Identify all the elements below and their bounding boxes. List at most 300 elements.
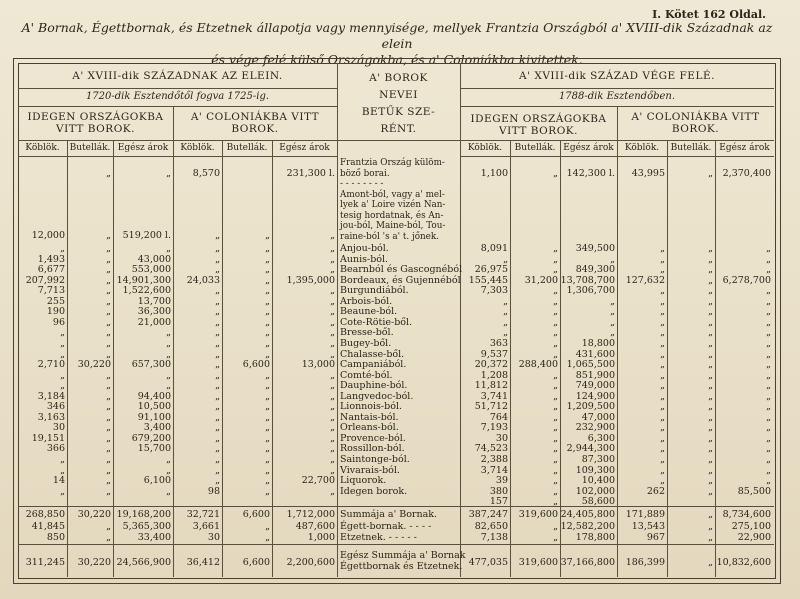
cell-e-k: 3,163 <box>37 411 65 423</box>
cell-l-k: 1,100 <box>480 168 508 179</box>
cell-e-k: 268,850 <box>25 509 65 520</box>
cell-l-b: 319,600 <box>518 509 558 520</box>
cell-l-k: 26,975 <box>474 264 508 276</box>
cell-e-a: 24,566,900 <box>116 557 171 568</box>
cell-l-a: 749,000 <box>575 380 615 392</box>
cell-c-k: 36,412 <box>186 557 220 568</box>
cell-l-k: 74,523 <box>474 443 508 455</box>
cell-l-b: 288,400 <box>518 359 558 371</box>
grand-total-label-1: Egész Summája a' Bornak <box>340 550 466 561</box>
cell-lc-b: „ <box>708 520 713 532</box>
table-row-summary <box>0 509 800 521</box>
cell-lc-a: „ <box>766 327 771 339</box>
cell-l-b: „ <box>553 532 558 543</box>
cell-l-a: 87,300 <box>581 454 615 465</box>
cell-e-b: „ <box>106 274 111 286</box>
cell-c-k: „ <box>215 316 220 328</box>
wine-name: Lionnois-ból. <box>340 401 403 413</box>
cell-e-a: 91,100 <box>137 411 171 423</box>
cell-lc-k: „ <box>660 253 665 265</box>
cell-l-k: 51,712 <box>474 401 508 413</box>
cell-e-b: „ <box>106 369 111 381</box>
cell-e-b: „ <box>106 348 111 360</box>
cell-c-a: „ <box>330 464 335 476</box>
cell-e-k: „ <box>60 327 65 339</box>
table-row-intro <box>0 168 800 180</box>
cell-l-k: „ <box>503 306 508 318</box>
cell-e-a: „ <box>166 464 171 476</box>
cell-lc-a: 10,832,600 <box>716 557 771 568</box>
cell-c-b: „ <box>265 285 270 297</box>
cell-e-a: „ <box>166 243 171 254</box>
cell-e-k: 7,713 <box>37 285 65 297</box>
wine-name: Cote-Rötie-ből. <box>340 316 413 328</box>
cell-lc-b: „ <box>708 432 713 444</box>
cell-lc-a: 8,734,600 <box>722 509 771 520</box>
cell-c-a: 231,300 l. <box>286 168 335 179</box>
wine-name: Langvedoc-ból. <box>340 390 414 402</box>
cell-e-a: „ <box>166 454 171 465</box>
cell-lc-b: „ <box>708 264 713 276</box>
cell-c-k: „ <box>215 264 220 276</box>
cell-c-k: „ <box>215 411 220 423</box>
cell-e-k: 14 <box>52 475 65 487</box>
cell-lc-a: „ <box>766 390 771 402</box>
cell-lc-a: „ <box>766 401 771 413</box>
cell-lc-a: „ <box>766 422 771 434</box>
cell-l-k: 20,372 <box>474 359 508 371</box>
cell-lc-b: „ <box>708 327 713 339</box>
cell-lc-k: „ <box>660 464 665 476</box>
wine-name: Vivarais-ból. <box>340 464 400 476</box>
cell-c-b: „ <box>265 348 270 360</box>
cell-l-k: 157 <box>489 496 508 508</box>
cell-lc-k: „ <box>660 337 665 349</box>
intro-line: böző borai. <box>340 168 390 179</box>
cell-e-b: „ <box>106 243 111 254</box>
cell-e-k: „ <box>60 348 65 360</box>
cell-l-a: 47,000 <box>581 411 615 423</box>
cell-l-k: „ <box>503 316 508 328</box>
cell-l-k: „ <box>503 327 508 339</box>
intro-line: Frantzia Ország külöm- <box>340 158 445 168</box>
cell-c-k: „ <box>215 295 220 307</box>
cell-l-k: 3,741 <box>480 390 508 402</box>
cell-lc-k: „ <box>660 295 665 307</box>
cell-lc-b: „ <box>708 168 713 179</box>
title-line-1: A' Bornak, Égettbornak, és Etzetnek állapotja vagy mennyisége, mellyek Frantzia Országból a' XVIII-dik Századnak az elein <box>21 20 773 51</box>
intro-line: raine-ból 's a' t. jőnek. <box>340 231 439 242</box>
cell-lc-a: „ <box>766 337 771 349</box>
cell-c-b: „ <box>265 475 270 487</box>
wine-name: Idegen borok. <box>340 485 408 497</box>
cell-c-a: „ <box>330 390 335 402</box>
cell-c-a: „ <box>330 401 335 413</box>
cell-lc-a: „ <box>766 369 771 381</box>
cell-c-a: „ <box>330 454 335 465</box>
cell-lc-k: „ <box>660 285 665 297</box>
wine-name: Chalasse-ből. <box>340 348 405 360</box>
cell-lc-k: 127,632 <box>625 274 665 286</box>
cell-c-b: 6,600 <box>242 557 270 568</box>
col-header-egesz-arok: Egész árok <box>719 143 770 153</box>
cell-c-k: 8,570 <box>192 168 220 179</box>
rule-grand-top <box>18 544 774 545</box>
cell-e-k: 30 <box>52 422 65 434</box>
cell-l-a: 37,166,800 <box>560 557 615 568</box>
cell-lc-a: „ <box>766 464 771 476</box>
cell-e-k: 96 <box>52 316 65 328</box>
cell-e-a: 36,300 <box>137 306 171 318</box>
cell-lc-a: 85,500 <box>737 485 771 497</box>
cell-c-a: 22,700 <box>301 475 335 487</box>
cell-l-b: „ <box>553 243 558 254</box>
cell-e-k: 1,493 <box>37 253 65 265</box>
cell-lc-b: „ <box>708 454 713 465</box>
cell-c-b: „ <box>265 274 270 286</box>
rule-late-sub <box>460 106 774 107</box>
cell-l-k: 155,445 <box>468 274 508 286</box>
cell-c-k: 98 <box>207 485 220 497</box>
cell-lc-k: „ <box>660 359 665 371</box>
cell-l-b: „ <box>553 443 558 455</box>
cell-e-b: „ <box>106 327 111 339</box>
cell-c-b: „ <box>265 264 270 276</box>
cell-e-k: „ <box>60 485 65 497</box>
cell-l-b: „ <box>553 337 558 349</box>
cell-l-b: „ <box>553 390 558 402</box>
cell-l-a: 431,600 <box>575 348 615 360</box>
cell-c-k: „ <box>215 464 220 476</box>
cell-e-k: 2,710 <box>37 359 65 371</box>
cell-l-k: 3,714 <box>480 464 508 476</box>
cell-lc-a: „ <box>766 348 771 360</box>
cell-lc-k: „ <box>660 411 665 423</box>
cell-e-b: „ <box>106 295 111 307</box>
cell-e-k: „ <box>60 369 65 381</box>
cell-l-b: „ <box>553 168 558 179</box>
cell-c-b: „ <box>265 432 270 444</box>
cell-c-k: „ <box>215 369 220 381</box>
cell-l-b: „ <box>553 380 558 392</box>
cell-l-a: 1,209,500 <box>566 401 615 413</box>
cell-l-k: 11,812 <box>474 380 508 392</box>
cell-lc-b: „ <box>708 380 713 392</box>
cell-c-a: 2,200,600 <box>286 557 335 568</box>
cell-l-a: 12,582,200 <box>560 520 615 532</box>
cell-e-a: 19,168,200 <box>116 509 171 520</box>
wine-name: Summája a' Bornak. <box>340 509 438 520</box>
cell-c-b: „ <box>265 454 270 465</box>
cell-c-b: „ <box>265 464 270 476</box>
col-header-butellak: Butellák. <box>514 143 556 153</box>
cell-c-a: 1,000 <box>307 532 335 543</box>
cell-e-a: 43,000 <box>137 253 171 265</box>
cell-c-b: „ <box>265 411 270 423</box>
cell-c-k: „ <box>215 243 220 254</box>
cell-lc-b: „ <box>708 390 713 402</box>
wine-name: Burgundiából. <box>340 285 409 297</box>
cell-lc-k: „ <box>660 348 665 360</box>
wine-name: Bugey-ből. <box>340 337 392 349</box>
heading-late-foreign: IDEGEN ORSZÁGOKBA VITT BOROK. <box>470 113 607 137</box>
cell-lc-k: 171,889 <box>625 509 665 520</box>
intro-line: Amont-ból, vagy a' mel- <box>340 189 445 200</box>
cell-l-b: 319,600 <box>518 557 558 568</box>
wine-name: Saintonge-ból. <box>340 454 410 465</box>
page-reference: I. Kötet 162 Oldal. <box>652 8 766 21</box>
heading-late-colonies: A' COLONIÁKBA VITT BOROK. <box>631 111 760 135</box>
wine-name: Anjou-ból. <box>340 243 389 254</box>
cell-l-b: „ <box>553 369 558 381</box>
cell-e-k: 311,245 <box>25 557 65 568</box>
cell-c-a: „ <box>330 253 335 265</box>
cell-c-k: „ <box>215 337 220 349</box>
cell-lc-a: 6,278,700 <box>722 274 771 286</box>
cell-c-a: „ <box>330 295 335 307</box>
cell-l-a: 18,800 <box>581 337 615 349</box>
cell-l-b: „ <box>553 422 558 434</box>
rule-col-headers-bottom <box>18 156 337 157</box>
cell-l-a: „ <box>610 253 615 265</box>
cell-lc-b: „ <box>708 359 713 371</box>
cell-e-k: 255 <box>46 295 65 307</box>
cell-lc-k: „ <box>660 327 665 339</box>
cell-c-b: „ <box>265 390 270 402</box>
cell-c-a: 1,712,000 <box>286 509 335 520</box>
wine-name: Égett-bornak. - - - - <box>340 520 432 532</box>
wine-name: Provence-ból. <box>340 432 406 444</box>
wine-name: Etzetnek. - - - - - <box>340 532 417 543</box>
cell-l-b: „ <box>553 411 558 423</box>
cell-lc-k: 13,543 <box>631 520 665 532</box>
cell-l-k: 477,035 <box>468 557 508 568</box>
table-row-summary <box>0 532 800 544</box>
cell-c-b: 6,600 <box>242 359 270 371</box>
cell-lc-k: „ <box>660 390 665 402</box>
cell-e-k: 6,677 <box>37 264 65 276</box>
cell-e-b: „ <box>106 253 111 265</box>
cell-e-b: „ <box>106 454 111 465</box>
cell-c-b: 6,600 <box>242 509 270 520</box>
cell-c-a: 1,395,000 <box>286 274 335 286</box>
cell-lc-a: 22,900 <box>737 532 771 543</box>
cell-l-k: 30 <box>495 432 508 444</box>
cell-lc-b: „ <box>708 369 713 381</box>
rule-col-headers-bottom <box>460 156 774 157</box>
cell-lc-b: „ <box>708 401 713 413</box>
cell-lc-b: „ <box>708 285 713 297</box>
col-header-koblok: Köblök. <box>180 143 215 153</box>
cell-l-a: 13,708,700 <box>560 274 615 286</box>
rule-early-heading <box>18 88 337 89</box>
cell-l-b: „ <box>553 496 558 508</box>
cell-e-b: „ <box>106 532 111 543</box>
cell-lc-k: „ <box>660 443 665 455</box>
cell-l-b: 31,200 <box>524 274 558 286</box>
cell-lc-a: „ <box>766 432 771 444</box>
cell-c-a: „ <box>330 411 335 423</box>
heading-wine-names: A' BOROK NEVEI BETŰK SZE- RÉNT. <box>361 72 436 135</box>
cell-lc-b: „ <box>708 532 713 543</box>
col-header-koblok: Köblök. <box>467 143 503 153</box>
cell-c-k: „ <box>215 432 220 444</box>
cell-lc-a: „ <box>766 411 771 423</box>
cell-c-b: „ <box>265 316 270 328</box>
cell-lc-b: „ <box>708 464 713 476</box>
cell-c-b: „ <box>265 443 270 455</box>
cell-e-b: „ <box>106 264 111 276</box>
wine-name: Aunis-ból. <box>340 253 389 265</box>
cell-l-a: 10,400 <box>581 475 615 487</box>
cell-c-b: „ <box>265 485 270 497</box>
cell-l-k: 363 <box>489 337 508 349</box>
cell-lc-k: „ <box>660 369 665 381</box>
cell-c-a: „ <box>330 485 335 497</box>
cell-lc-b: „ <box>708 295 713 307</box>
cell-c-k: „ <box>215 348 220 360</box>
cell-lc-k: „ <box>660 475 665 487</box>
cell-e-k: „ <box>60 380 65 392</box>
cell-l-b: „ <box>553 264 558 276</box>
cell-e-k: 19,151 <box>31 432 65 444</box>
cell-lc-b: „ <box>708 337 713 349</box>
cell-e-a: „ <box>166 485 171 497</box>
cell-l-b: „ <box>553 485 558 497</box>
cell-lc-a: „ <box>766 285 771 297</box>
cell-l-a: „ <box>610 295 615 307</box>
cell-e-b: „ <box>106 432 111 444</box>
cell-e-a: 657,300 <box>131 359 171 371</box>
cell-l-k: 380 <box>489 485 508 497</box>
cell-lc-b: „ <box>708 475 713 487</box>
wine-name: Arbois-ból. <box>340 295 393 307</box>
cell-e-k: 3,184 <box>37 390 65 402</box>
cell-lc-a: 275,100 <box>731 520 771 532</box>
cell-lc-k: „ <box>660 432 665 444</box>
cell-c-b: „ <box>265 243 270 254</box>
cell-e-a: 15,700 <box>137 443 171 455</box>
cell-lc-k: 186,399 <box>625 557 665 568</box>
cell-e-a: 13,700 <box>137 295 171 307</box>
cell-e-b: „ <box>106 285 111 297</box>
cell-l-k: 82,650 <box>474 520 508 532</box>
cell-c-k: „ <box>215 422 220 434</box>
wine-name: Comté-ból. <box>340 369 393 381</box>
wine-name: Nantais-ból. <box>340 411 399 423</box>
cell-c-b: „ <box>265 401 270 413</box>
cell-e-a: 3,400 <box>143 422 171 434</box>
cell-lc-b: „ <box>708 274 713 286</box>
cell-lc-k: „ <box>660 380 665 392</box>
cell-c-k: „ <box>215 306 220 318</box>
cell-e-a: „ <box>166 168 171 179</box>
cell-e-k: 850 <box>46 532 65 543</box>
cell-e-b: „ <box>106 337 111 349</box>
wine-name: Orleans-ból. <box>340 422 399 434</box>
cell-c-a: „ <box>330 369 335 381</box>
cell-l-b: „ <box>553 348 558 360</box>
cell-e-b: „ <box>106 316 111 328</box>
cell-l-a: 849,300 <box>575 264 615 276</box>
cell-lc-b: „ <box>708 243 713 254</box>
col-header-egesz-arok: Egész árok <box>117 143 169 153</box>
heading-early-years: 1720-dik Esztendőtől fogva 1725-ig. <box>85 91 270 102</box>
cell-c-a: „ <box>330 285 335 297</box>
cell-lc-a: „ <box>766 359 771 371</box>
cell-lc-b: „ <box>708 485 713 497</box>
cell-e-a: 553,000 <box>131 264 171 276</box>
col-header-koblok: Köblök. <box>624 143 660 153</box>
cell-l-a: 851,900 <box>575 369 615 381</box>
cell-l-k: 387,247 <box>468 509 508 520</box>
cell-lc-a: „ <box>766 306 771 318</box>
cell-e-b: „ <box>106 411 111 423</box>
rule-late-heading <box>460 88 774 89</box>
intro-line: jou-ból, Maine-ból, Tou- <box>340 221 446 231</box>
cell-lc-k: 43,995 <box>631 168 665 179</box>
cell-c-a: „ <box>330 337 335 349</box>
cell-c-b: „ <box>265 532 270 543</box>
cell-lc-a: „ <box>766 454 771 465</box>
cell-l-a: 2,944,300 <box>566 443 615 455</box>
cell-c-k: „ <box>215 475 220 487</box>
cell-e-a: „ <box>166 369 171 381</box>
cell-e-b: „ <box>106 464 111 476</box>
cell-l-k: 39 <box>495 475 508 487</box>
cell-l-b: „ <box>553 306 558 318</box>
cell-c-k: „ <box>215 401 220 413</box>
cell-c-a: „ <box>330 422 335 434</box>
wine-name: Campaniából. <box>340 359 407 371</box>
cell-lc-b: „ <box>708 411 713 423</box>
cell-e-k: „ <box>60 454 65 465</box>
cell-c-b: „ <box>265 520 270 532</box>
cell-e-k: 12,000 <box>31 230 65 241</box>
cell-e-b: „ <box>106 422 111 434</box>
cell-e-a: 6,100 <box>143 475 171 487</box>
cell-lc-k: „ <box>660 422 665 434</box>
cell-l-b: „ <box>553 520 558 532</box>
title-line-2: és vége felé külső Országokba, és a' Coloniákba kivitettek. <box>211 52 583 67</box>
cell-lc-a: „ <box>766 380 771 392</box>
cell-c-k: „ <box>215 359 220 371</box>
cell-c-a: „ <box>330 432 335 444</box>
cell-c-a: „ <box>330 306 335 318</box>
cell-lc-k: „ <box>660 401 665 413</box>
col-header-butellak: Butellák. <box>670 143 712 153</box>
heading-early-foreign: IDEGEN ORSZÁGOKBA VITT BOROK. <box>27 111 164 135</box>
col-header-butellak: Butellák. <box>69 143 111 153</box>
cell-lc-a: „ <box>766 316 771 328</box>
cell-l-k: 764 <box>489 411 508 423</box>
cell-c-b: „ <box>265 306 270 318</box>
cell-e-k: 190 <box>46 306 65 318</box>
cell-e-b: 30,220 <box>77 557 111 568</box>
cell-lc-k: „ <box>660 454 665 465</box>
intro-line: lyek a' Loire vizén Nan- <box>340 200 446 210</box>
cell-c-b: „ <box>265 295 270 307</box>
table-row-summary <box>0 521 800 533</box>
wine-name: Bordeaux, és Gujennéból <box>340 274 461 286</box>
cell-e-b: „ <box>106 443 111 455</box>
cell-lc-b: „ <box>708 306 713 318</box>
cell-l-a: 24,405,800 <box>560 509 615 520</box>
cell-l-a: 58,600 <box>581 496 615 508</box>
cell-c-a: „ <box>330 316 335 328</box>
col-header-egesz-arok: Egész árok <box>563 143 614 153</box>
cell-lc-a: „ <box>766 243 771 254</box>
